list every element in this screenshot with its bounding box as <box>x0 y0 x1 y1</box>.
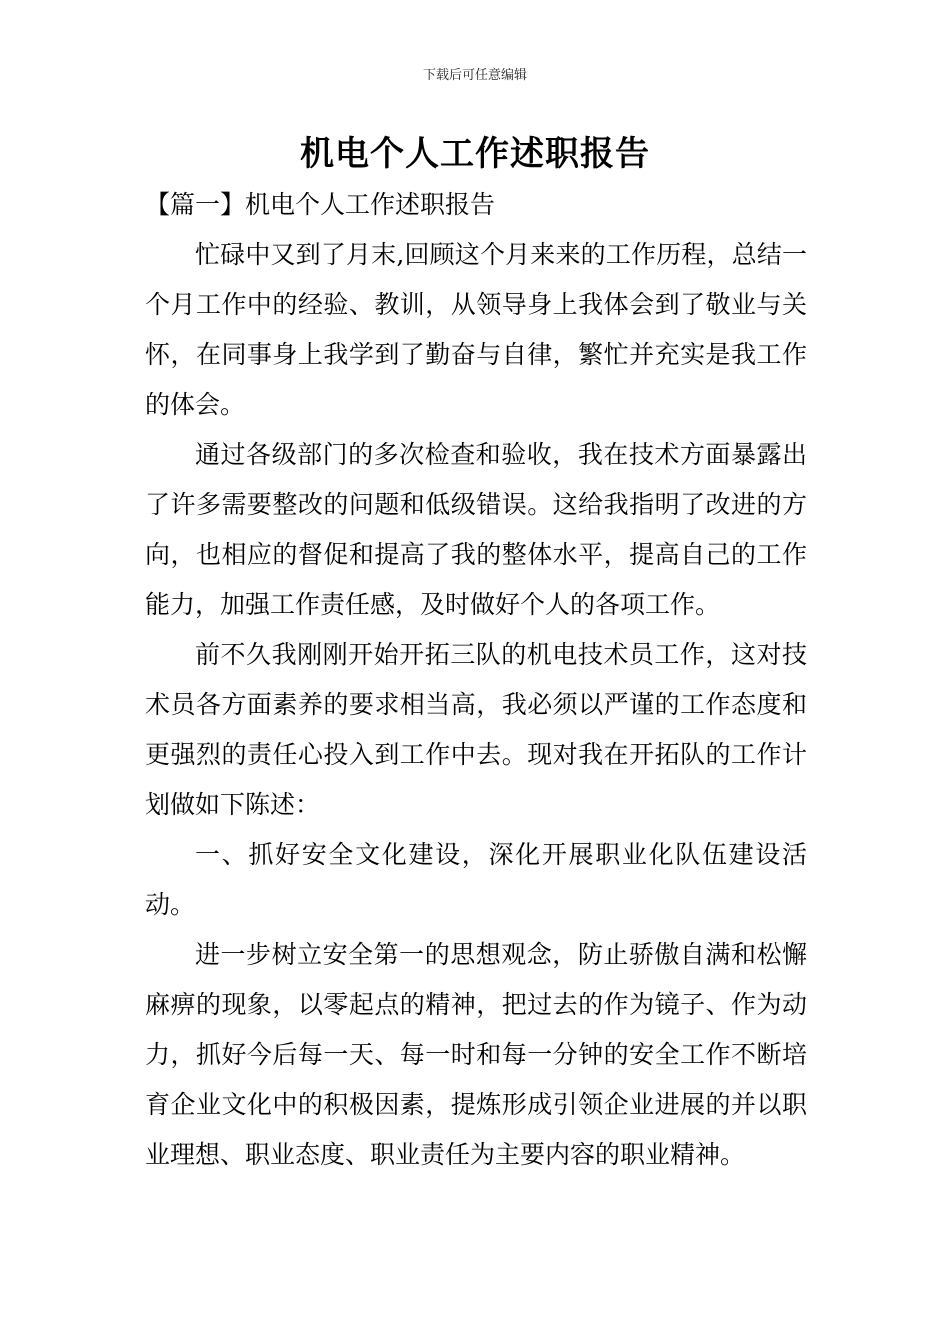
document-body <box>145 180 807 1180</box>
document-title: 机电个人工作述职报告 <box>300 134 650 174</box>
header-note: 下载后可任意编辑 <box>422 68 527 83</box>
paragraph-3: 前不久我刚刚开始开拓三队的机电技术员工作，这对技术员各方面素养的要求相当高，我必须以严谨的工作态度和更强烈的责任心投入到工作中去。现对我在开拓队的工作计划做如下陈述： <box>145 640 807 819</box>
paragraph-2: 通过各级部门的多次检查和验收，我在技术方面暴露出了许多需要整改的问题和低级错误。这给我指明了改进的方向，也相应的督促和提高了我的整体水平，提高自己的工作能力，加强工作责任感，及时做好个人的各项工作。 <box>145 440 807 619</box>
paragraph-1: 忙碌中又到了月末,回顾这个月来来的工作历程，总结一个月工作中的经验、教训，从领导身上我体会到了敬业与关怀，在同事身上我学到了勤奋与自律，繁忙并充实是我工作的体会。 <box>145 240 807 419</box>
paragraph-4: 一、抓好安全文化建设，深化开展职业化队伍建设活动。 <box>145 840 807 919</box>
paragraph-5: 进一步树立安全第一的思想观念，防止骄傲自满和松懈麻痹的现象，以零起点的精神，把过去的作为镜子、作为动力，抓好今后每一天、每一时和每一分钟的安全工作不断培育企业文化中的积极因素，提炼形成引领企业进展的并以职业理想、职业态度、职业责任为主要内容的职业精神。 <box>145 940 807 1169</box>
section-heading: 【篇一】机电个人工作述职报告 <box>145 190 496 219</box>
